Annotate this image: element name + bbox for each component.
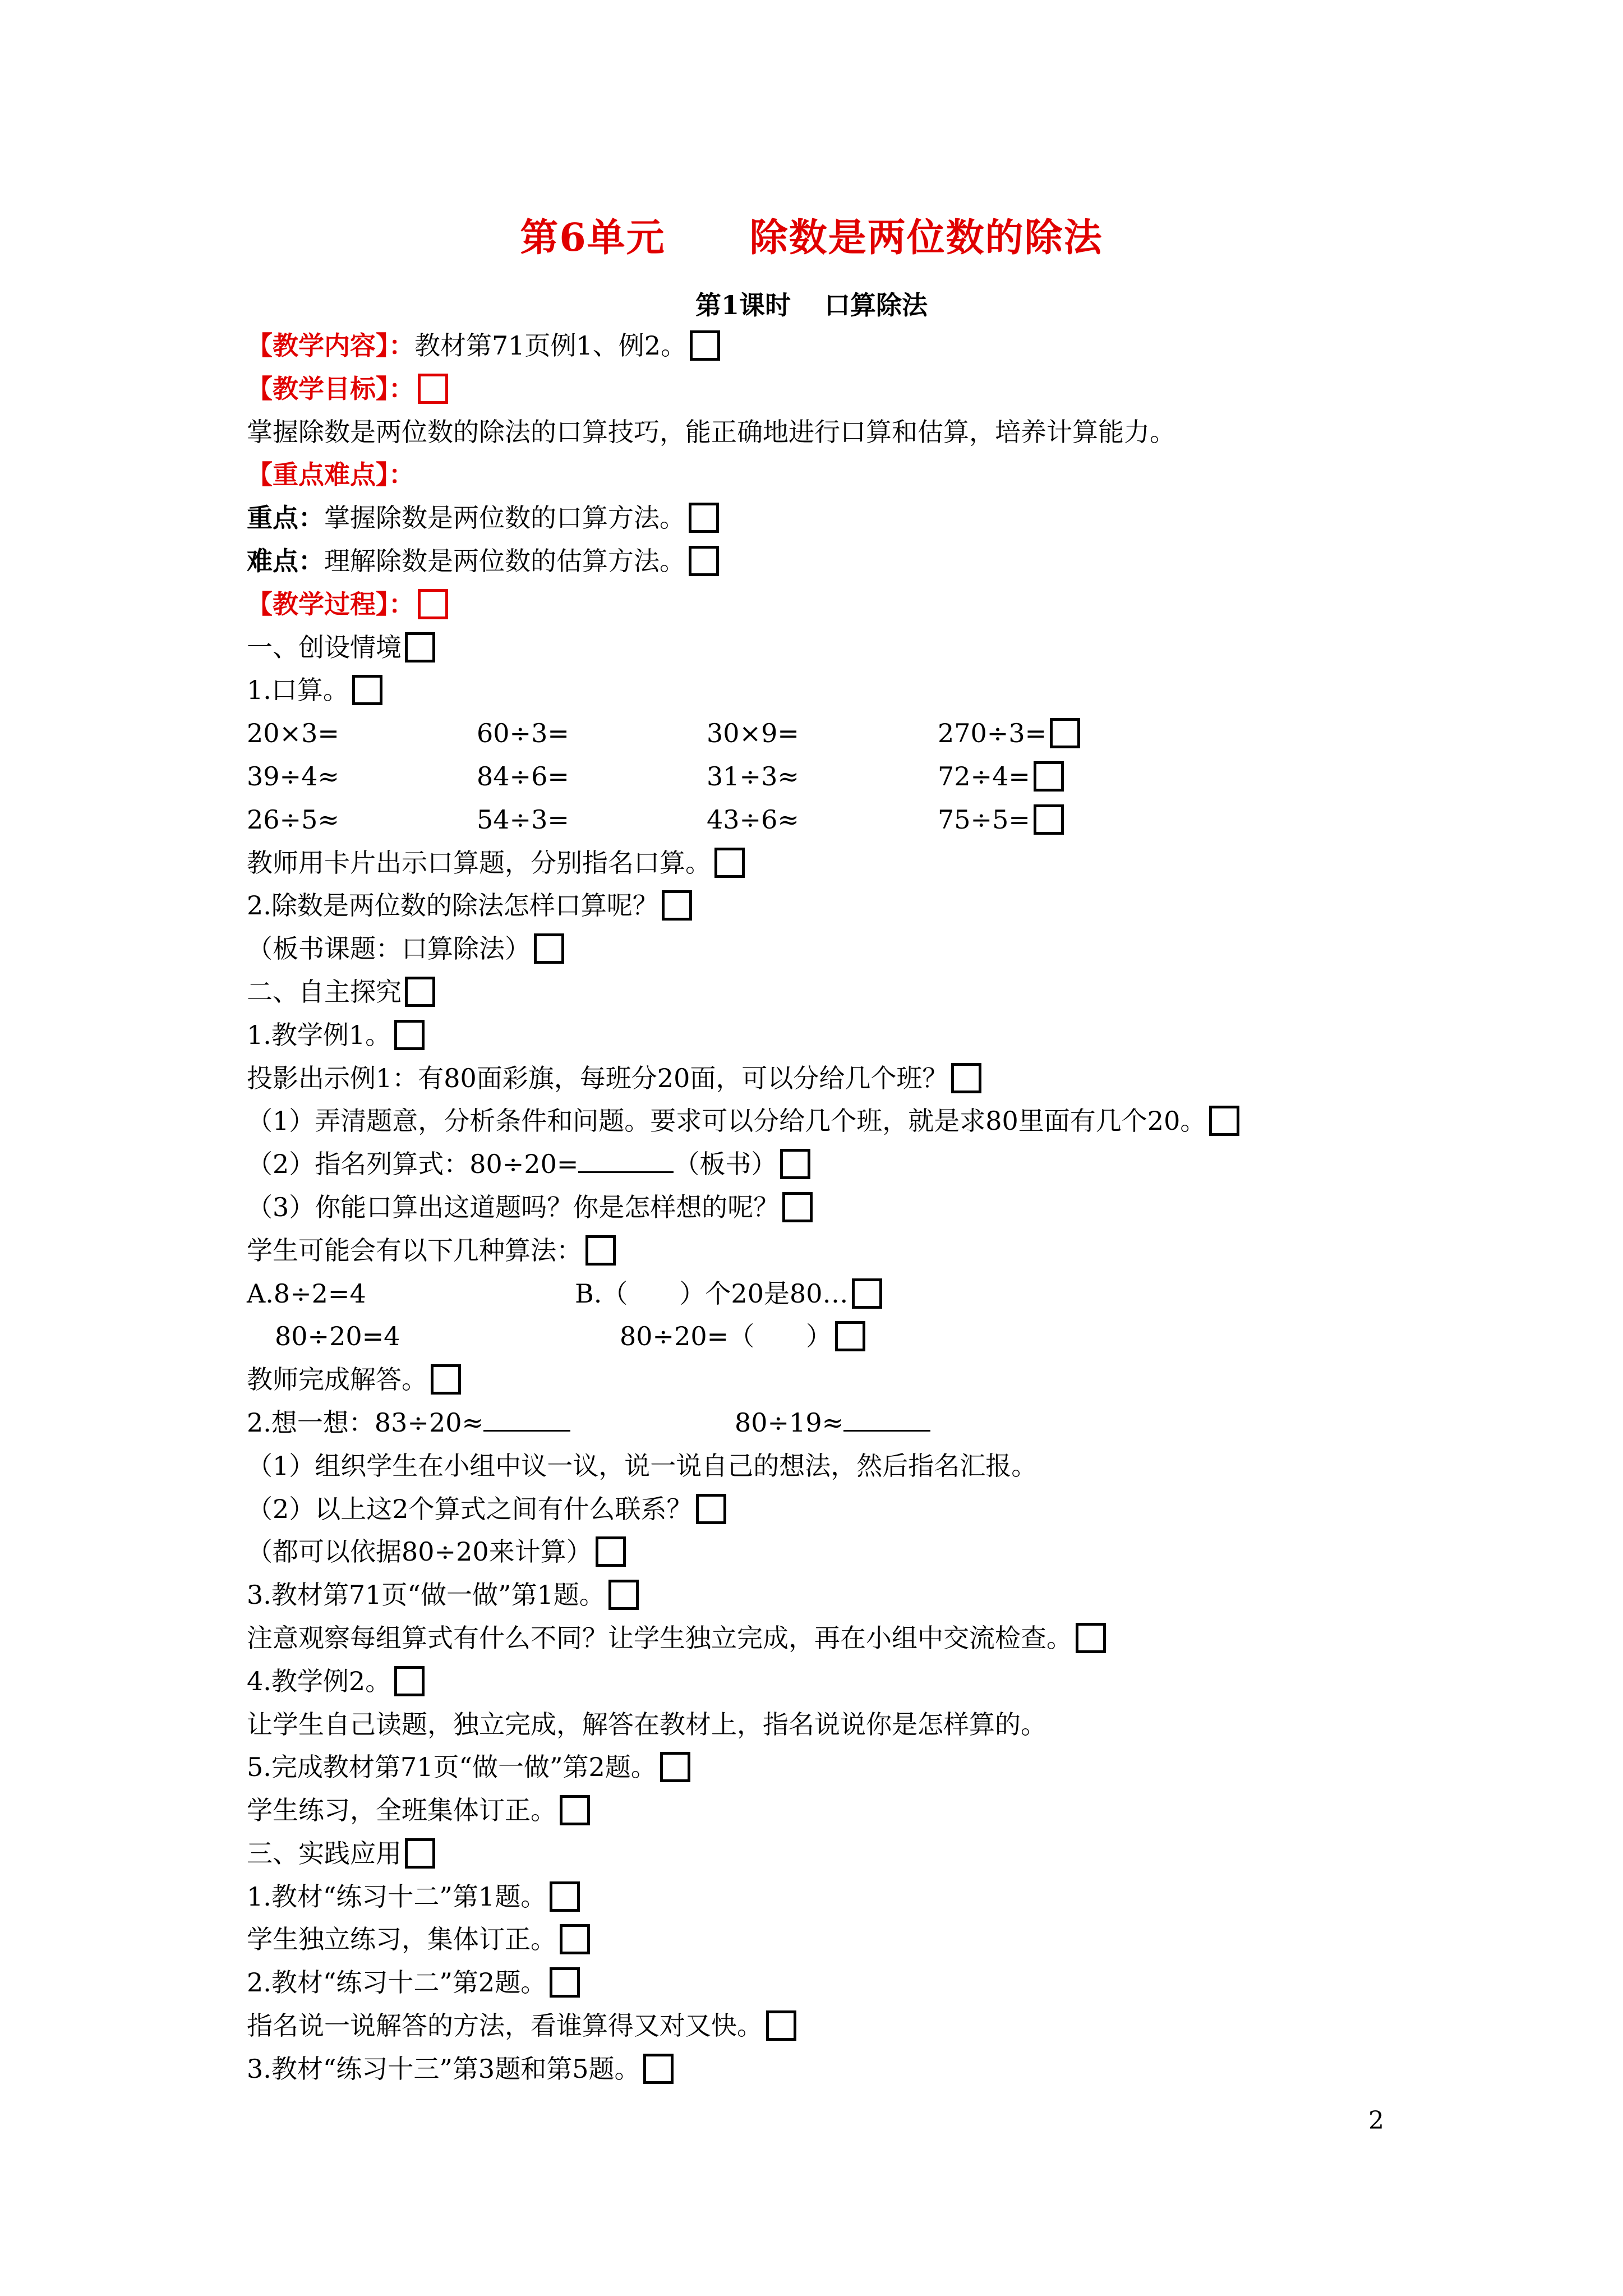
checkbox[interactable] [418,589,448,619]
method-row: 80÷20=4 80÷20=（ ） [247,1315,1424,1358]
answer-blank[interactable] [578,1147,674,1173]
text-line: （2）指名列算式：80÷20= （板书） [247,1143,1424,1186]
checkbox[interactable] [596,1536,626,1567]
checkbox[interactable] [405,977,435,1007]
calc-item: 75÷5= [938,798,1064,841]
checkbox[interactable] [714,848,745,878]
text-line: 1.教学例1。 [247,1014,1424,1057]
checkbox[interactable] [780,1149,810,1179]
text-line: 教师完成解答。 [247,1358,1424,1401]
teaching-goals-text: 掌握除数是两位数的除法的口算技巧，能正确地进行口算和估算，培养计算能力。 [247,416,1175,447]
key-point-label: 重点： [247,503,324,533]
checkbox[interactable] [418,374,448,404]
text-line: 3.教材第71页“做一做”第1题。 [247,1573,1424,1617]
lesson-title [0,285,1623,322]
checkbox[interactable] [352,675,382,705]
page-title [0,208,1623,262]
checkbox[interactable] [852,1278,882,1309]
answer-blank[interactable] [483,1405,570,1432]
checkbox[interactable] [560,1924,590,1954]
teaching-goals-row [247,367,1424,411]
text-line: 让学生自己读题，独立完成，解答在教材上，指名说说你是怎样算的。 [247,1709,1046,1740]
calc-item: 43÷6≈ [707,804,799,835]
page-number: 2 [1368,2106,1384,2135]
checkbox[interactable] [394,1666,425,1696]
answer-blank[interactable] [843,1405,930,1432]
calc-item: 84÷6= [477,761,569,792]
checkbox[interactable] [689,546,719,576]
teaching-process-row [247,583,1424,626]
teaching-content-row [247,324,1424,367]
checkbox[interactable] [835,1321,865,1351]
text-line: （板书课题：口算除法） [247,927,1424,970]
lesson-number: 第1课时 [695,290,791,320]
checkbox[interactable] [782,1192,813,1222]
section-heading: 二、自主探究 [247,970,1424,1014]
calc-item: 72÷4= [938,755,1064,798]
unit-label: 第6单元 [520,215,666,260]
text-line: 2.除数是两位数的除法怎样口算呢？ [247,884,1424,927]
section-heading: 三、实践应用 [247,1832,1424,1875]
checkbox[interactable] [696,1494,726,1524]
text-line: 4.教学例2。 [247,1660,1424,1703]
checkbox[interactable] [1034,761,1064,792]
text-line: 教师用卡片出示口算题，分别指名口算。 [247,841,1424,885]
text-line: 5.完成教材第71页“做一做”第2题。 [247,1746,1424,1789]
calc-row [247,755,1424,798]
key-point-text: 掌握除数是两位数的口算方法。 [324,503,685,533]
text-line: 1.口算。 [247,669,1424,712]
text-line: 学生独立练习，集体订正。 [247,1918,1424,1961]
checkbox[interactable] [560,1795,590,1825]
unit-title: 除数是两位数的除法 [749,215,1103,260]
calc-item: 30×9= [707,718,799,749]
checkbox[interactable] [660,1752,690,1782]
lesson-name: 口算除法 [824,290,928,320]
section-heading: 一、创设情境 [247,626,1424,669]
checkbox[interactable] [394,1020,425,1050]
calc-item: 20×3= [247,718,339,749]
text-line: （3）你能口算出这道题吗？你是怎样想的呢？ [247,1186,1424,1229]
checkbox[interactable] [550,1881,580,1912]
teaching-process-label: 【教学过程】： [247,588,414,619]
checkbox[interactable] [690,330,720,361]
teaching-goals-label: 【教学目标】： [247,373,414,404]
calc-row [247,798,1424,841]
text-line: （1）组织学生在小组中议一议，说一说自己的想法，然后指名汇报。 [247,1450,1038,1481]
text-line: （1）弄清题意，分析条件和问题。要求可以分给几个班，就是求80里面有几个20。 [247,1099,1424,1143]
checkbox[interactable] [534,933,564,964]
key-point-row [247,496,1424,540]
checkbox[interactable] [585,1235,616,1266]
checkbox[interactable] [1034,804,1064,835]
checkbox[interactable] [431,1364,461,1395]
checkbox[interactable] [405,1838,435,1869]
checkbox[interactable] [608,1580,639,1610]
text-line: （2）以上这2个算式之间有什么联系？ [247,1488,1424,1531]
checkbox[interactable] [643,2054,674,2084]
calc-item: 54÷3= [477,804,569,835]
checkbox[interactable] [1209,1106,1239,1136]
calc-row [247,712,1424,755]
text-line: （都可以依据80÷20来计算） [247,1530,1424,1573]
difficulty-row [247,540,1424,583]
checkbox[interactable] [951,1063,981,1093]
method-row: A.8÷2=4 B.（ ）个20是80… [247,1272,1424,1315]
key-points-label: 【重点难点】： [247,459,414,490]
difficulty-text: 理解除数是两位数的估算方法。 [324,545,685,576]
text-line: 学生练习，全班集体订正。 [247,1789,1424,1832]
checkbox[interactable] [405,632,435,662]
text-line: 指名说一说解答的方法，看谁算得又对又快。 [247,2004,1424,2047]
text-line: 学生可能会有以下几种算法： [247,1229,1424,1272]
calc-item: 270÷3= [938,712,1080,755]
checkbox[interactable] [1076,1623,1106,1653]
calc-item: 26÷5≈ [247,804,339,835]
checkbox[interactable] [766,2010,796,2041]
think-row: 2.想一想：83÷20≈ 80÷19≈ [247,1401,1424,1444]
calc-item: 39÷4≈ [247,761,339,792]
text-line: 投影出示例1：有80面彩旗，每班分20面，可以分给几个班？ [247,1057,1424,1100]
text-line: 3.教材“练习十三”第3题和第5题。 [247,2047,1424,2091]
calc-item: 60÷3= [477,718,569,749]
key-points-label-row [247,453,1424,496]
checkbox[interactable] [689,503,719,533]
text-line: 2.教材“练习十二”第2题。 [247,1961,1424,2004]
text-line: 1.教材“练习十二”第1题。 [247,1875,1424,1918]
difficulty-label: 难点： [247,545,324,576]
calc-item: 31÷3≈ [707,761,799,792]
checkbox[interactable] [662,890,692,921]
checkbox[interactable] [550,1967,580,1998]
lesson-plan-body [247,324,1424,2091]
checkbox[interactable] [1050,718,1080,748]
text-line: 注意观察每组算式有什么不同？让学生独立完成，再在小组中交流检查。 [247,1617,1424,1660]
teaching-content-text: 教材第71页例1、例2。 [414,330,687,361]
teaching-content-label: 【教学内容】： [247,330,414,361]
